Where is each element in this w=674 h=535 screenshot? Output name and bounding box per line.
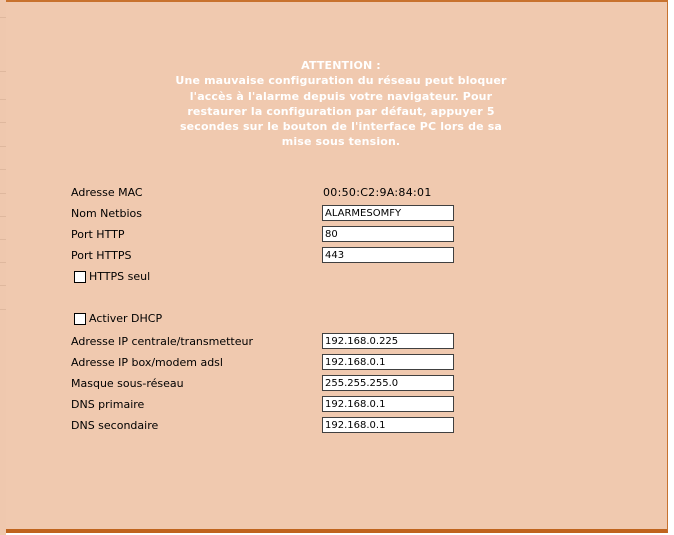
dns-primary-input[interactable]	[322, 396, 454, 412]
warning-line: Une mauvaise configuration du réseau peut bloquer	[175, 74, 507, 88]
https-port-label: Port HTTPS	[71, 249, 132, 262]
dhcp-label: Activer DHCP	[89, 312, 163, 325]
ip-central-label: Adresse IP centrale/transmetteur	[71, 335, 254, 348]
http-port-input[interactable]	[322, 226, 454, 242]
https-port-input[interactable]	[322, 247, 454, 263]
subnet-mask-input[interactable]	[322, 375, 454, 391]
mac-address-label: Adresse MAC	[71, 186, 143, 199]
warning-notice	[126, 58, 556, 150]
ip-box-input[interactable]	[322, 354, 454, 370]
warning-line: secondes sur le bouton de l'interface PC lors de sa	[179, 120, 502, 134]
warning-title: ATTENTION :	[301, 59, 381, 72]
https-only-label: HTTPS seul	[89, 270, 151, 283]
netbios-label: Nom Netbios	[71, 207, 142, 220]
subnet-mask-label: Masque sous-réseau	[71, 377, 184, 390]
dns-secondary-input[interactable]	[322, 417, 454, 433]
ip-central-input[interactable]	[322, 333, 454, 349]
network-settings-panel	[6, 0, 668, 533]
warning-line: restaurer la configuration par défaut, appuyer 5	[187, 104, 495, 118]
netbios-input[interactable]	[322, 205, 454, 221]
https-only-option[interactable]	[74, 270, 150, 283]
dns-secondary-label: DNS secondaire	[71, 419, 159, 432]
ip-box-label: Adresse IP box/modem adsl	[71, 356, 223, 369]
https-only-checkbox[interactable]	[74, 271, 86, 283]
dns-primary-label: DNS primaire	[71, 398, 145, 411]
warning-line: mise sous tension.	[281, 135, 401, 149]
http-port-label: Port HTTP	[71, 228, 125, 241]
warning-line: l'accès à l'alarme depuis votre navigateur. Pour	[189, 89, 493, 103]
dhcp-checkbox[interactable]	[74, 313, 86, 325]
dhcp-option[interactable]	[74, 312, 162, 325]
mac-address-value: 00:50:C2:9A:84:01	[323, 186, 432, 199]
